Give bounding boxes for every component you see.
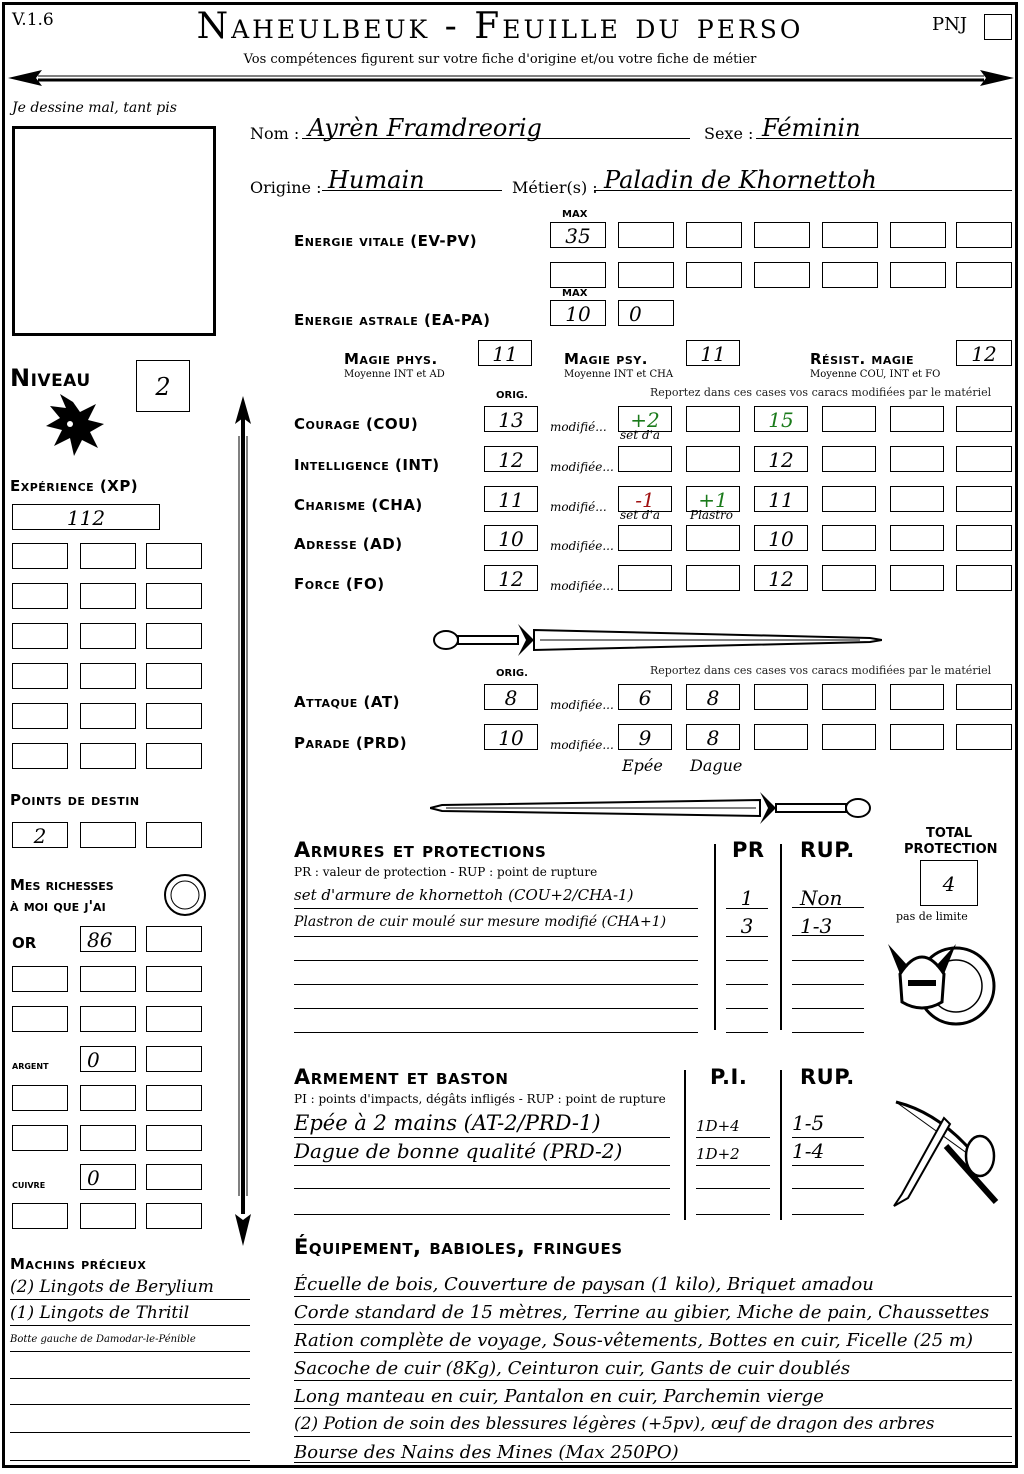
int-box[interactable] [822, 446, 876, 472]
portrait-caption: Je dessine mal, tant pis [12, 100, 177, 116]
equipment-line[interactable]: Long manteau en cuir, Pantalon en cuir, Parchemin vierge [294, 1386, 1012, 1409]
cou-orig-box[interactable]: 13 [484, 406, 538, 432]
ad-box[interactable] [822, 525, 876, 551]
cuivre-box[interactable] [146, 1203, 202, 1229]
prd-label: Parade (PRD) [294, 734, 408, 752]
xp-box[interactable] [12, 703, 68, 729]
precieux-line[interactable] [10, 1356, 250, 1379]
cha-orig-box[interactable]: 11 [484, 486, 538, 512]
cha-mod2-box[interactable]: +1 [686, 486, 740, 512]
armor-row-name[interactable] [294, 1014, 698, 1033]
prd-box[interactable] [956, 724, 1012, 750]
weapon-row-pi[interactable]: 1D+4 [696, 1111, 770, 1138]
argent-box[interactable]: 0 [80, 1046, 136, 1072]
combat-orig-label: ORIG. [496, 668, 528, 679]
ea-current-box[interactable]: 0 [618, 300, 674, 326]
weapons-divider [684, 1070, 686, 1220]
precieux-line[interactable]: Botte gauche de Damodar-le-Pénible [10, 1334, 250, 1352]
int-final-box[interactable]: 12 [754, 446, 808, 472]
cha-label: Charisme (CHA) [294, 496, 423, 514]
or-box[interactable] [80, 966, 136, 992]
sword-icon [430, 618, 882, 662]
xp-box[interactable] [80, 623, 136, 649]
weapon-row-pi[interactable] [696, 1168, 770, 1189]
cou-label: Courage (COU) [294, 415, 419, 433]
weapon-row-name[interactable] [294, 1168, 670, 1189]
weapon-row-rup[interactable] [792, 1168, 864, 1189]
pnj-checkbox[interactable] [984, 14, 1012, 40]
armor-row-pr[interactable] [726, 1014, 768, 1033]
dragon-icon [40, 392, 106, 464]
or-box[interactable] [80, 1006, 136, 1032]
origine-field[interactable] [322, 166, 502, 194]
precieux-line[interactable]: (2) Lingots de Berylium [10, 1277, 250, 1300]
destin-box[interactable] [146, 822, 202, 848]
cha-mod1-note: set d'a [620, 508, 661, 522]
limit-note: pas de limite [896, 910, 968, 923]
cuivre-box[interactable] [80, 1203, 136, 1229]
int-box[interactable] [890, 446, 944, 472]
precieux-line[interactable] [10, 1410, 250, 1433]
sexe-field[interactable] [756, 114, 1012, 142]
ev-box[interactable] [686, 222, 742, 248]
armor-row-pr[interactable]: 3 [726, 914, 768, 937]
at-mod-label: modifiée... [550, 698, 614, 712]
xp-box[interactable] [80, 703, 136, 729]
cou-box[interactable] [956, 406, 1012, 432]
sword-icon [430, 788, 874, 828]
xp-box[interactable] [12, 663, 68, 689]
ev-label: Energie vitale (EV-PV) [294, 232, 478, 250]
cuivre-box[interactable]: 0 [80, 1164, 136, 1190]
prd-dague-box[interactable]: 8 [686, 724, 740, 750]
ad-box[interactable] [956, 525, 1012, 551]
ev-box[interactable] [686, 262, 742, 288]
ad-final-box[interactable]: 10 [754, 525, 808, 551]
ea-max-box[interactable]: 10 [550, 300, 606, 326]
armor-heading: Armures et protections [294, 838, 547, 862]
at-dague-box[interactable]: 8 [686, 684, 740, 710]
nom-value: Ayrèn Framdreorig [308, 114, 542, 142]
int-mod-label: modifiée... [550, 460, 614, 474]
or-box[interactable] [12, 1006, 68, 1032]
armor-row-rup[interactable] [792, 966, 864, 985]
spear-divider-icon [8, 66, 1014, 94]
ea-max-label: MAX [562, 288, 588, 299]
fo-box[interactable] [890, 565, 944, 591]
or-label: OR [12, 934, 37, 952]
armor-row-pr[interactable] [726, 966, 768, 985]
equipment-heading: Équipement, babioles, fringues [294, 1235, 623, 1259]
total-protection-box[interactable]: 4 [920, 860, 978, 906]
spear-icon [228, 396, 258, 1246]
precieux-line[interactable] [10, 1438, 250, 1461]
ev-box[interactable] [822, 222, 878, 248]
armor-row-pr[interactable] [726, 990, 768, 1009]
xp-box[interactable] [146, 543, 202, 569]
weapon-row-rup[interactable] [792, 1194, 864, 1215]
prd-mod-label: modifiée... [550, 738, 614, 752]
prd-epee-box[interactable]: 9 [618, 724, 672, 750]
ev-max-box[interactable]: 35 [550, 222, 606, 248]
metier-field[interactable] [594, 166, 1012, 194]
helmet-shield-icon [886, 926, 998, 1036]
at-orig-box[interactable]: 8 [484, 684, 538, 710]
armor-row-name[interactable]: Plastron de cuir moulé sur mesure modifié (CHA+1) [294, 914, 698, 937]
cuivre-box[interactable] [146, 1164, 202, 1190]
cou-mod1-note: set d'a [620, 428, 661, 442]
prd-box[interactable] [754, 724, 808, 750]
int-mod1-box[interactable] [618, 446, 672, 472]
int-label: Intelligence (INT) [294, 456, 440, 474]
armor-row-pr[interactable]: 1 [726, 886, 768, 909]
armor-row-rup[interactable] [792, 1014, 864, 1033]
equipment-line[interactable]: (2) Potion de soin des blessures légères (+5pv), œuf de dragon des arbres [294, 1414, 1012, 1437]
version-label: V.1.6 [12, 10, 54, 30]
or-box[interactable] [146, 1006, 202, 1032]
machins-precieux-label: Machins précieux [10, 1255, 147, 1273]
ad-mod2-box[interactable] [686, 525, 740, 551]
destin-box[interactable] [80, 822, 136, 848]
fo-orig-box[interactable]: 12 [484, 565, 538, 591]
ev-box[interactable] [618, 262, 674, 288]
argent-box[interactable] [12, 1125, 68, 1151]
cou-box[interactable] [890, 406, 944, 432]
metier-label: Métier(s) : [512, 178, 598, 197]
ev-box[interactable] [956, 222, 1012, 248]
xp-box[interactable]: 112 [12, 504, 160, 530]
xp-box[interactable] [12, 743, 68, 769]
orig-label: ORIG. [496, 390, 528, 401]
or-box[interactable]: 86 [80, 926, 136, 952]
cou-mod2-box[interactable] [686, 406, 740, 432]
equipment-line[interactable]: Ration complète de voyage, Sous-vêtements, Bottes en cuir, Ficelle (25 m) [294, 1330, 1012, 1353]
int-mod2-box[interactable] [686, 446, 740, 472]
xp-box[interactable] [80, 543, 136, 569]
weapons-subnote: PI : points d'impacts, dégâts infligés - RUP : point de rupture [294, 1092, 666, 1106]
armor-row-rup[interactable]: Non [792, 886, 864, 908]
combat-hint: Reportez dans ces cases vos caracs modifiées par le matériel [650, 664, 992, 677]
fo-box[interactable] [822, 565, 876, 591]
weapons-heading: Armement et baston [294, 1065, 509, 1089]
armor-divider [714, 844, 716, 1030]
armor-row-name[interactable] [294, 990, 698, 1009]
equipment-line[interactable]: Sacoche de cuir (8Kg), Ceinturon cuir, Gants de cuir doublés [294, 1358, 1012, 1381]
weapon-row-name[interactable]: Epée à 2 mains (AT-2/PRD-1) [294, 1111, 670, 1138]
ev-box[interactable] [890, 222, 946, 248]
weapons-pi-label: P.I. [710, 1065, 748, 1089]
ea-label: Energie astrale (EA-PA) [294, 311, 491, 329]
xp-box[interactable] [12, 623, 68, 649]
xp-box[interactable] [146, 623, 202, 649]
metier-value: Paladin de Khornettoh [604, 166, 877, 194]
ev-box[interactable] [550, 262, 606, 288]
nom-label: Nom : [250, 124, 300, 143]
niveau-label: Niveau [10, 364, 91, 392]
at-box[interactable] [890, 684, 944, 710]
richesses-label-2: à moi que j'ai [10, 897, 106, 915]
pnj-label: PNJ [932, 14, 968, 35]
cha-box[interactable] [822, 486, 876, 512]
at-box[interactable] [956, 684, 1012, 710]
ad-mod-label: modifiée... [550, 539, 614, 553]
ev-box[interactable] [618, 222, 674, 248]
prd-orig-box[interactable]: 10 [484, 724, 538, 750]
weapon-row-name[interactable] [294, 1194, 670, 1215]
at-box[interactable] [822, 684, 876, 710]
origine-label: Origine : [250, 178, 322, 197]
ad-mod1-box[interactable] [618, 525, 672, 551]
richesses-label-1: Mes richesses [10, 876, 114, 894]
xp-box[interactable] [80, 663, 136, 689]
cou-mod1-box[interactable]: +2 [618, 406, 672, 432]
dague-col-note: Dague [690, 756, 743, 775]
xp-label: Expérience (XP) [10, 477, 139, 495]
origine-value: Humain [328, 166, 425, 194]
cou-final-box[interactable]: 15 [754, 406, 808, 432]
armor-row-name[interactable] [294, 942, 698, 961]
weapon-row-name[interactable]: Dague de bonne qualité (PRD-2) [294, 1139, 670, 1166]
fo-final-box[interactable]: 12 [754, 565, 808, 591]
argent-box[interactable] [12, 1085, 68, 1111]
weapon-row-pi[interactable] [696, 1194, 770, 1215]
destin-label: Points de destin [10, 791, 140, 809]
argent-box[interactable] [146, 1046, 202, 1072]
sheet-title: Naheulbeuk - Feuille du perso [196, 6, 804, 47]
xp-box[interactable] [146, 583, 202, 609]
or-box[interactable] [146, 966, 202, 992]
cou-box[interactable] [822, 406, 876, 432]
resist-magie-label: Résist. magie [810, 350, 915, 368]
cha-box[interactable] [890, 486, 944, 512]
ev-box[interactable] [956, 262, 1012, 288]
xp-box[interactable] [146, 743, 202, 769]
ad-label: Adresse (AD) [294, 535, 403, 553]
ev-box[interactable] [890, 262, 946, 288]
magie-phys-label: Magie phys. [344, 350, 438, 368]
magie-psy-note: Moyenne INT et CHA [564, 369, 674, 380]
equipment-line[interactable]: Corde standard de 15 mètres, Terrine au gibier, Miche de pain, Chaussettes [294, 1302, 1012, 1325]
armor-row-pr[interactable] [726, 942, 768, 961]
at-label: Attaque (AT) [294, 693, 400, 711]
epee-col-note: Epée [622, 756, 663, 775]
xp-box[interactable] [12, 583, 68, 609]
magie-psy-label: Magie psy. [564, 350, 648, 368]
xp-box[interactable] [80, 743, 136, 769]
ev-box[interactable] [754, 262, 810, 288]
cha-mod2-note: Plastro [690, 508, 734, 522]
fo-mod1-box[interactable] [618, 565, 672, 591]
xp-box[interactable] [12, 543, 68, 569]
destin-box[interactable]: 2 [12, 822, 68, 848]
weapons-divider [780, 1070, 782, 1220]
ad-orig-box[interactable]: 10 [484, 525, 538, 551]
prd-box[interactable] [822, 724, 876, 750]
armor-row-rup[interactable] [792, 990, 864, 1009]
ad-box[interactable] [890, 525, 944, 551]
armor-row-rup[interactable] [792, 942, 864, 961]
cou-mod-label: modifié... [550, 420, 607, 434]
armor-pr-label: PR [732, 838, 765, 862]
weapon-row-rup[interactable]: 1-5 [792, 1111, 864, 1138]
cha-final-box[interactable]: 11 [754, 486, 808, 512]
cuivre-box[interactable] [12, 1203, 68, 1229]
crossed-weapons-icon [884, 1094, 1004, 1212]
ev-box[interactable] [822, 262, 878, 288]
cha-mod-label: modifié... [550, 500, 607, 514]
stats-hint: Reportez dans ces cases vos caracs modifiées par le matériel [650, 386, 992, 399]
equipment-line[interactable]: Bourse des Nains des Mines (Max 250PO) [294, 1442, 1012, 1463]
cuivre-label: cuivre [12, 1177, 46, 1191]
precieux-line[interactable]: (1) Lingots de Thritil [10, 1303, 250, 1326]
or-box[interactable] [146, 926, 202, 952]
at-epee-box[interactable]: 6 [618, 684, 672, 710]
ev-box[interactable] [754, 222, 810, 248]
int-box[interactable] [956, 446, 1012, 472]
xp-box[interactable] [146, 663, 202, 689]
resist-magie-box[interactable]: 12 [956, 340, 1012, 366]
argent-label: argent [12, 1058, 49, 1072]
resist-magie-note: Moyenne COU, INT et FO [810, 369, 941, 380]
cha-mod1-box[interactable]: -1 [618, 486, 672, 512]
armor-rup-label: RUP. [800, 838, 855, 862]
fo-mod-label: modifiée... [550, 579, 614, 593]
nom-field[interactable] [302, 114, 690, 142]
magie-psy-box[interactable]: 11 [686, 340, 740, 366]
equipment-line[interactable]: Écuelle de bois, Couverture de paysan (1 kilo), Briquet amadou [294, 1274, 1012, 1297]
or-box[interactable] [12, 966, 68, 992]
sexe-value: Féminin [762, 114, 861, 142]
total-label-1: TOTAL [926, 826, 973, 841]
cha-box[interactable] [956, 486, 1012, 512]
armor-row-name[interactable] [294, 966, 698, 985]
fo-box[interactable] [956, 565, 1012, 591]
magie-phys-box[interactable]: 11 [478, 340, 532, 366]
coin-icon [162, 872, 208, 918]
armor-subnote: PR : valeur de protection - RUP : point de rupture [294, 865, 598, 879]
portrait-box[interactable] [12, 126, 216, 336]
at-box[interactable] [754, 684, 808, 710]
precieux-line[interactable] [10, 1382, 250, 1405]
armor-divider [780, 844, 782, 1030]
argent-box[interactable] [146, 1125, 202, 1151]
niveau-box[interactable]: 2 [136, 360, 190, 412]
armor-row-name[interactable]: set d'armure de khornettoh (COU+2/CHA-1) [294, 886, 698, 909]
weapon-row-pi[interactable]: 1D+2 [696, 1139, 770, 1166]
sexe-label: Sexe : [704, 124, 754, 143]
xp-box[interactable] [80, 583, 136, 609]
armor-row-rup[interactable]: 1-3 [792, 914, 864, 936]
sheet-subtitle: Vos compétences figurent sur votre fiche d'origine et/ou votre fiche de métier [243, 52, 757, 67]
weapons-rup-label: RUP. [800, 1065, 855, 1089]
fo-label: Force (FO) [294, 575, 385, 593]
argent-box[interactable] [80, 1085, 136, 1111]
total-label-2: PROTECTION [904, 842, 998, 857]
weapon-row-rup[interactable]: 1-4 [792, 1139, 864, 1166]
magie-phys-note: Moyenne INT et AD [344, 369, 445, 380]
xp-box[interactable] [146, 703, 202, 729]
fo-mod2-box[interactable] [686, 565, 740, 591]
argent-box[interactable] [146, 1085, 202, 1111]
argent-box[interactable] [80, 1125, 136, 1151]
ev-max-label: MAX [562, 209, 588, 220]
int-orig-box[interactable]: 12 [484, 446, 538, 472]
prd-box[interactable] [890, 724, 944, 750]
